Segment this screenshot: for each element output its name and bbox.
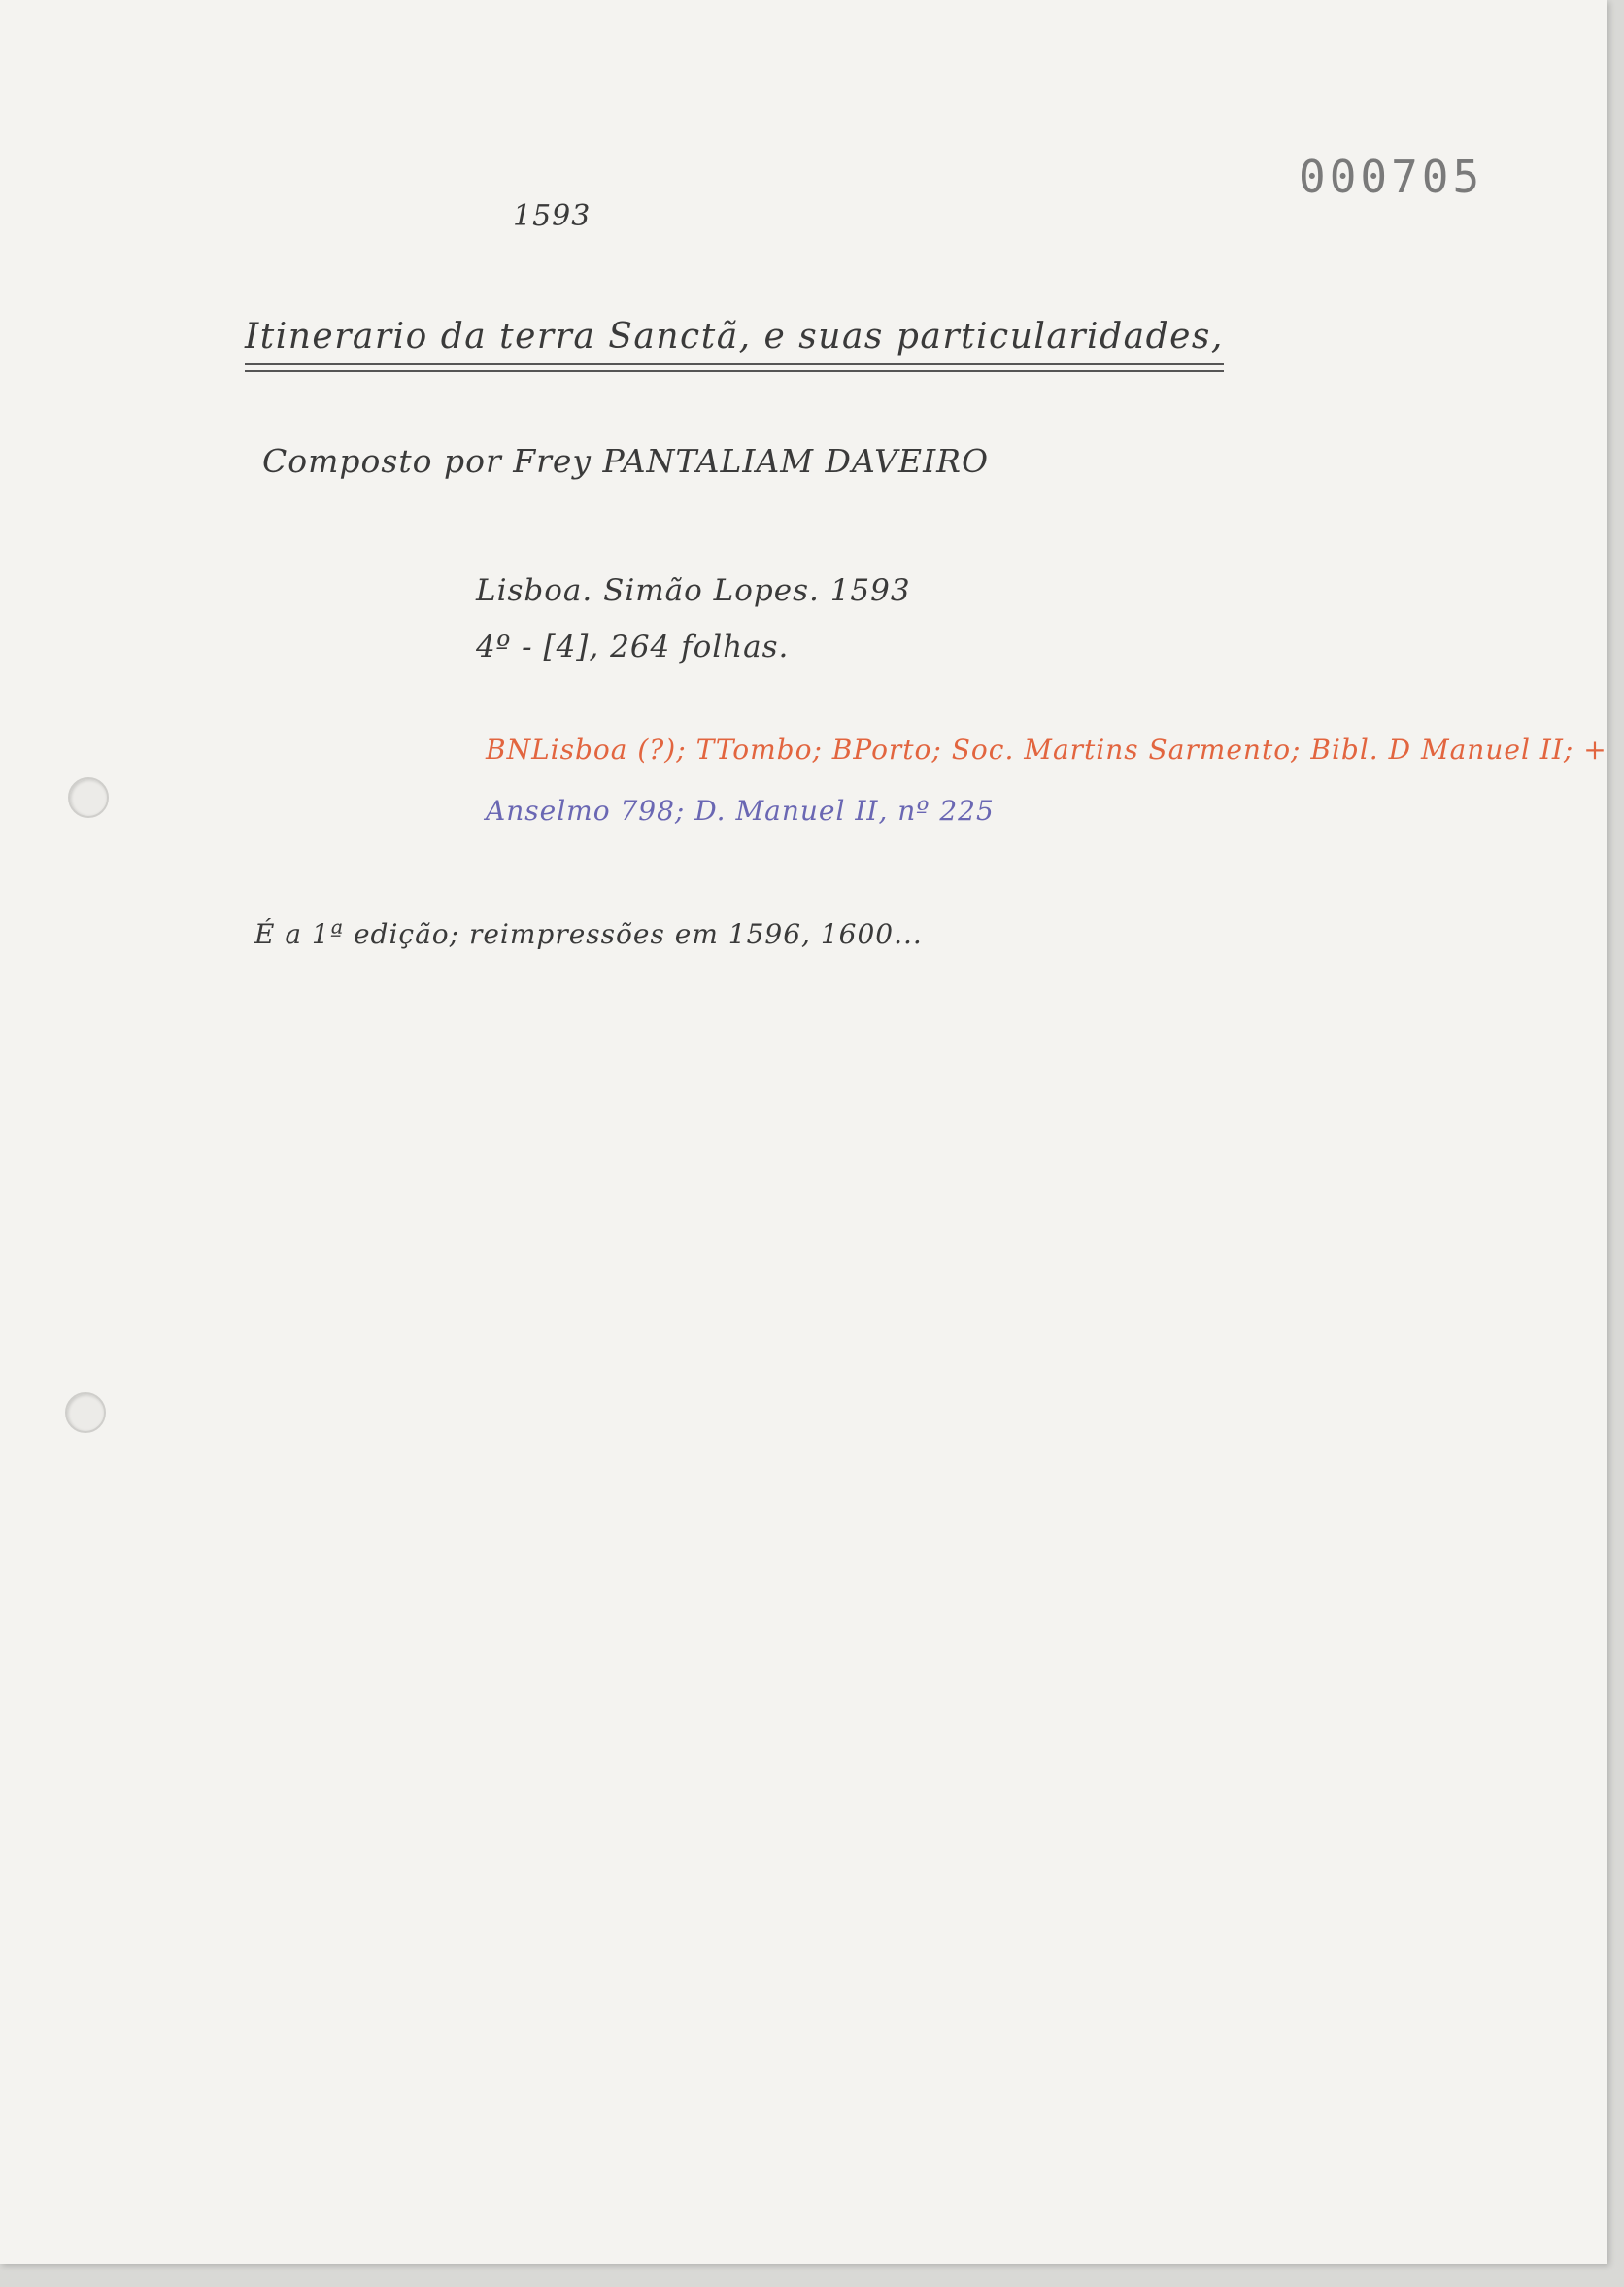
author-line: Composto por Frey PANTALIAM DAVEIRO: [262, 442, 990, 480]
stamp-number: 000705: [1299, 151, 1484, 203]
title-underline-2: [245, 370, 1224, 372]
collation-line: 4º - [4], 264 folhas.: [476, 630, 790, 665]
punch-hole-bottom: [65, 1392, 106, 1433]
title-underline-1: [245, 363, 1224, 365]
book-title: Itinerario da terra Sanctã, e suas particularidades,: [245, 317, 1224, 357]
holdings-line: BNLisboa (?); TTombo; BPorto; Soc. Martins Sarmento; Bibl. D Manuel II; +: [486, 734, 1607, 766]
edition-note: É a 1ª edição; reimpressões em 1596, 1600...: [254, 918, 923, 950]
imprint-line: Lisboa. Simão Lopes. 1593: [476, 573, 911, 608]
punch-hole-top: [68, 777, 109, 818]
references-line: Anselmo 798; D. Manuel II, nº 225: [486, 795, 995, 827]
title-block: [245, 317, 1224, 357]
year: 1593: [513, 199, 592, 233]
